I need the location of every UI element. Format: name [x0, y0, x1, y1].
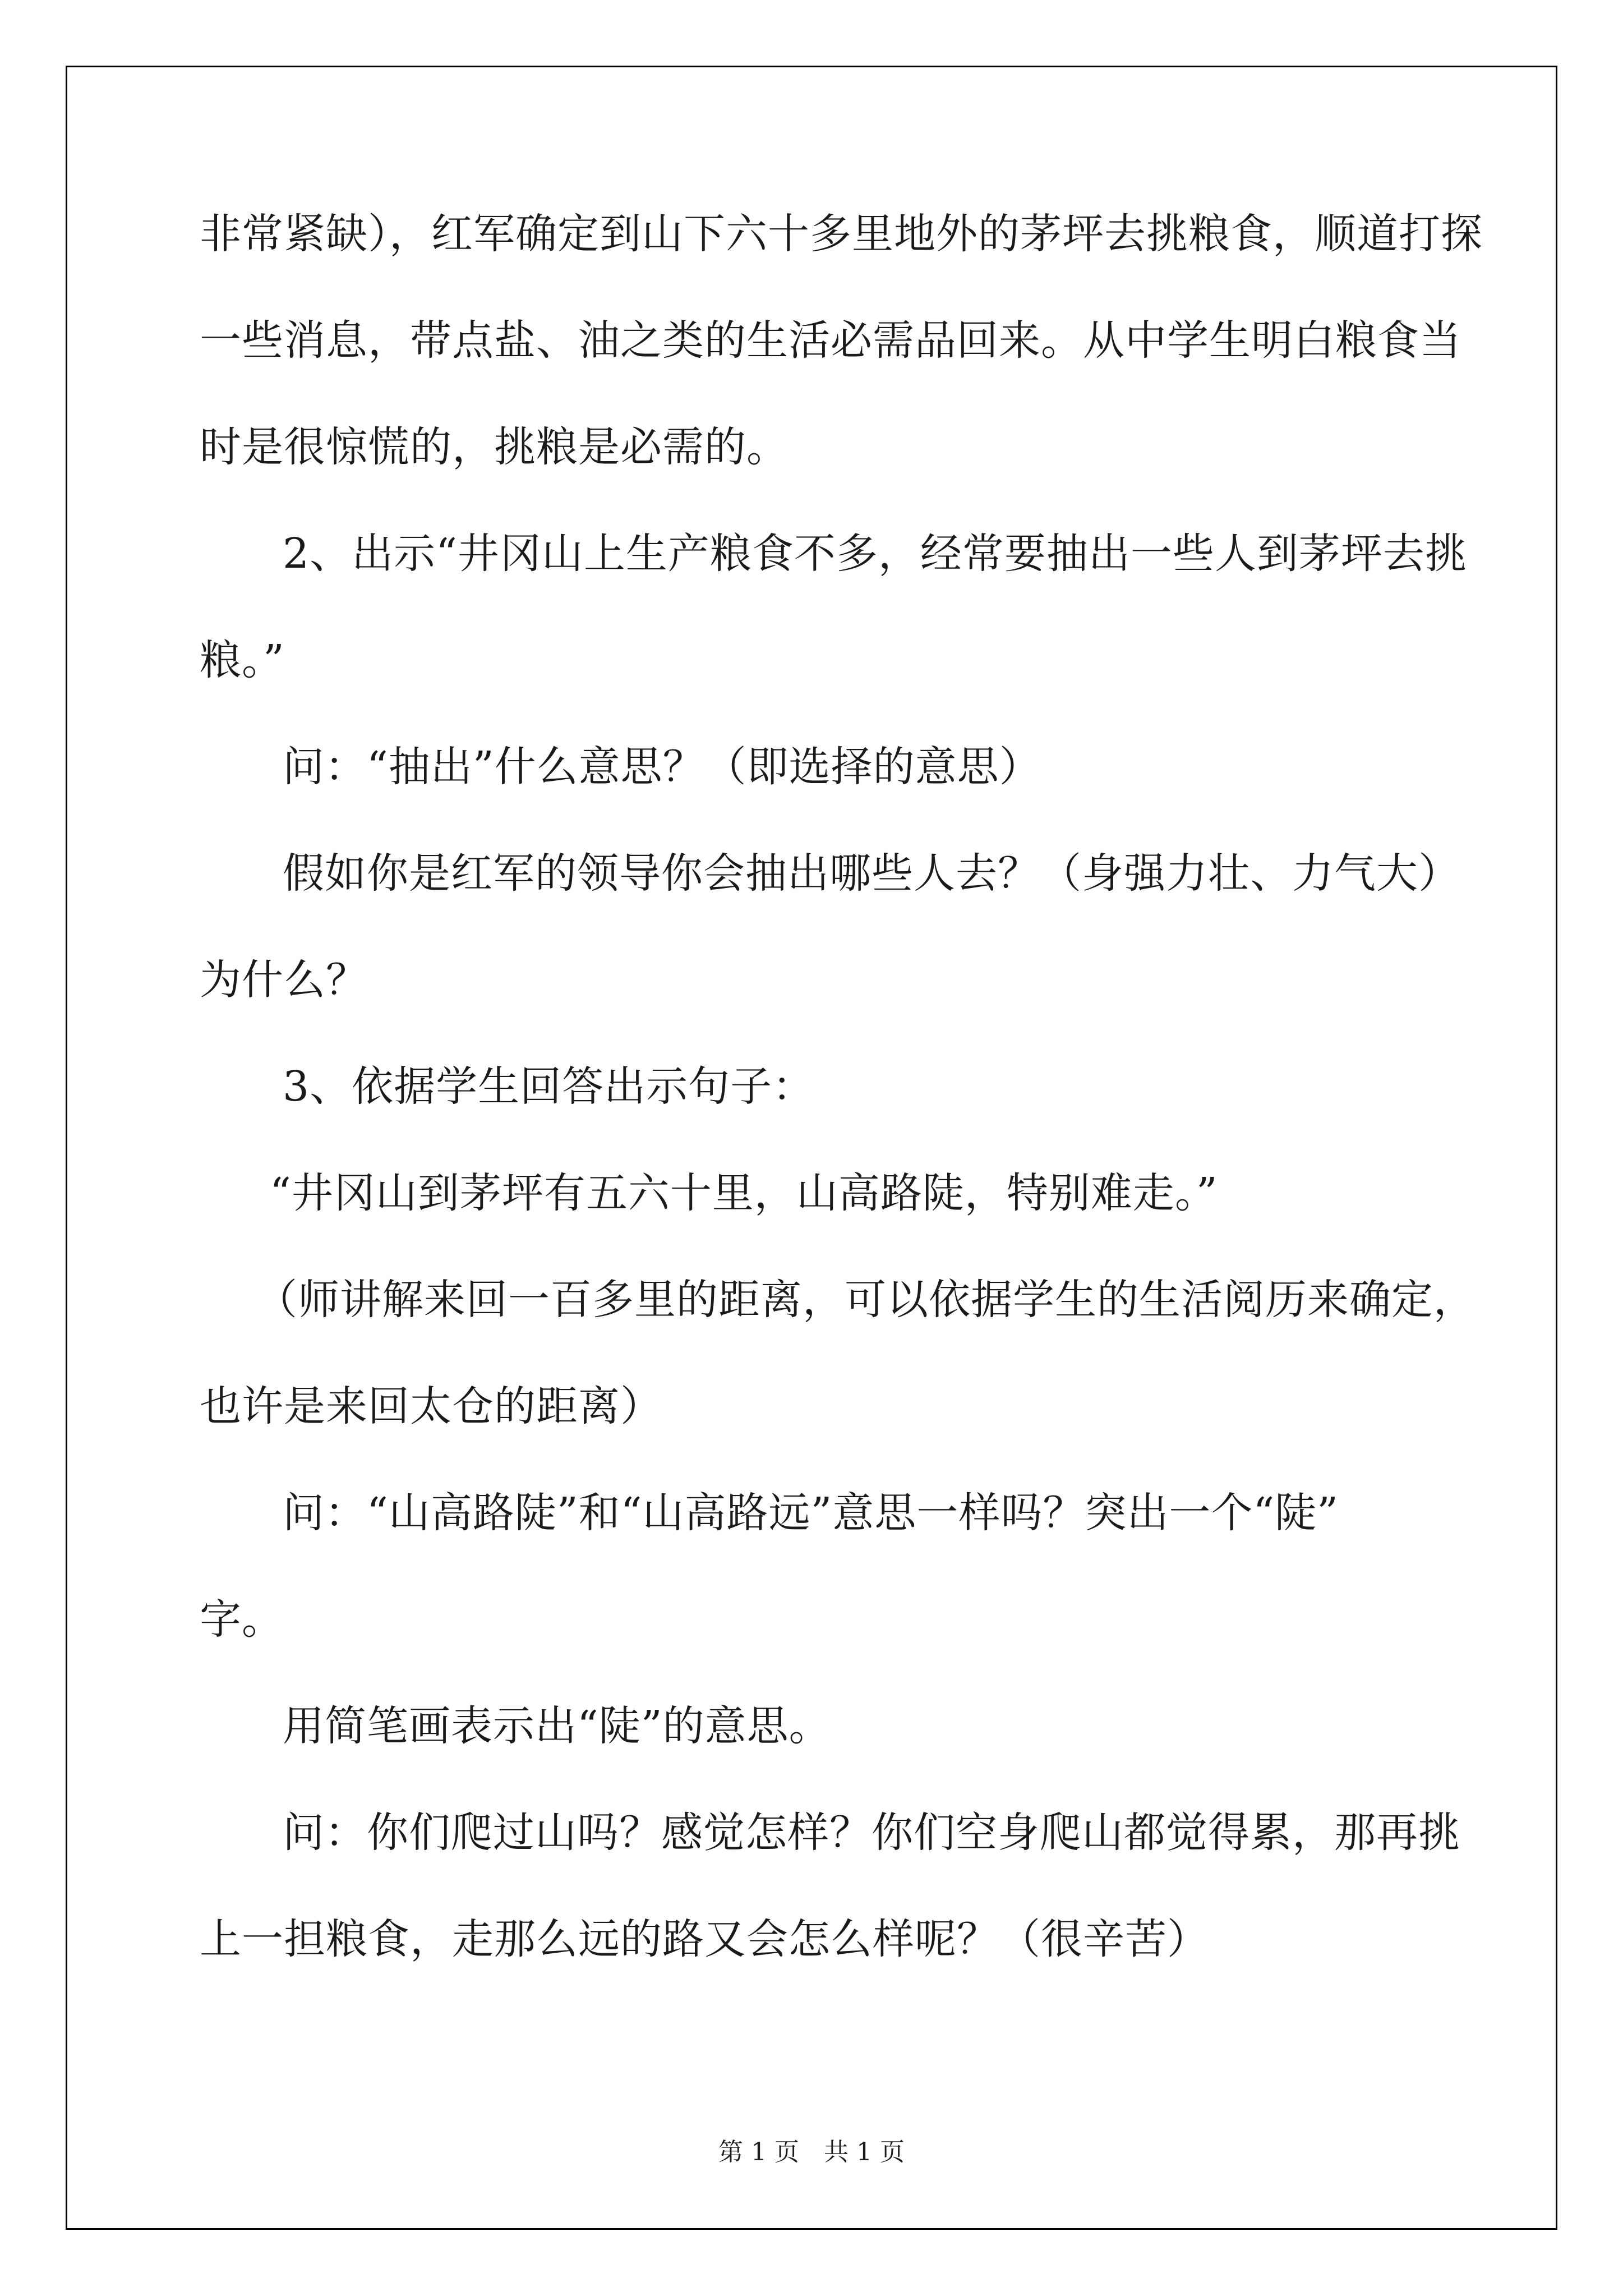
paragraph-line: 非常紧缺），红军确定到山下六十多里地外的茅坪去挑粮食，顺道打探: [200, 210, 1483, 258]
paragraph-line: 粮。”: [200, 636, 285, 684]
paragraph-line: 时是很惊慌的，挑粮是必需的。: [200, 423, 789, 471]
paragraph-line: 3、依据学生回答出示句子：: [283, 1062, 815, 1111]
paragraph-line: 一些消息，带点盐、油之类的生活必需品回来。从中学生明白粮食当: [200, 316, 1461, 365]
paragraph-line: （师讲解来回一百多里的距离，可以依据学生的生活阅历来确定，: [256, 1276, 1476, 1324]
paragraph-line: 字。: [200, 1595, 284, 1644]
paragraph-line: 假如你是红军的领导你会抽出哪些人去？（身强力壮、力气大）: [283, 849, 1460, 898]
paragraph-line: 问：“抽出”什么意思？（即选择的意思）: [283, 743, 1041, 791]
paragraph-line: 上一担粮食，走那么远的路又会怎么样呢？（很辛苦）: [200, 1915, 1209, 1963]
quoted-sentence: “井冈山到茅坪有五六十里，山高路陡，特别难走。”: [270, 1169, 1218, 1217]
paragraph-line: 用简笔画表示出“陡”的意思。: [283, 1702, 831, 1750]
page-border: [66, 66, 1557, 2230]
paragraph-line: 问：你们爬过山吗？感觉怎样？你们空身爬山都觉得累，那再挑: [283, 1809, 1460, 1857]
paragraph-line: 2、出示“井冈山上生产粮食不多，经常要抽出一些人到茅坪去挑: [283, 530, 1467, 578]
page-number-footer: 第 1 页 共 1 页: [718, 2138, 905, 2166]
paragraph-line: 问：“山高路陡”和“山高路远”意思一样吗？突出一个“陡”: [283, 1489, 1339, 1537]
paragraph-line: 为什么？: [200, 956, 368, 1004]
paragraph-line: 也许是来回太仓的距离）: [200, 1382, 662, 1430]
